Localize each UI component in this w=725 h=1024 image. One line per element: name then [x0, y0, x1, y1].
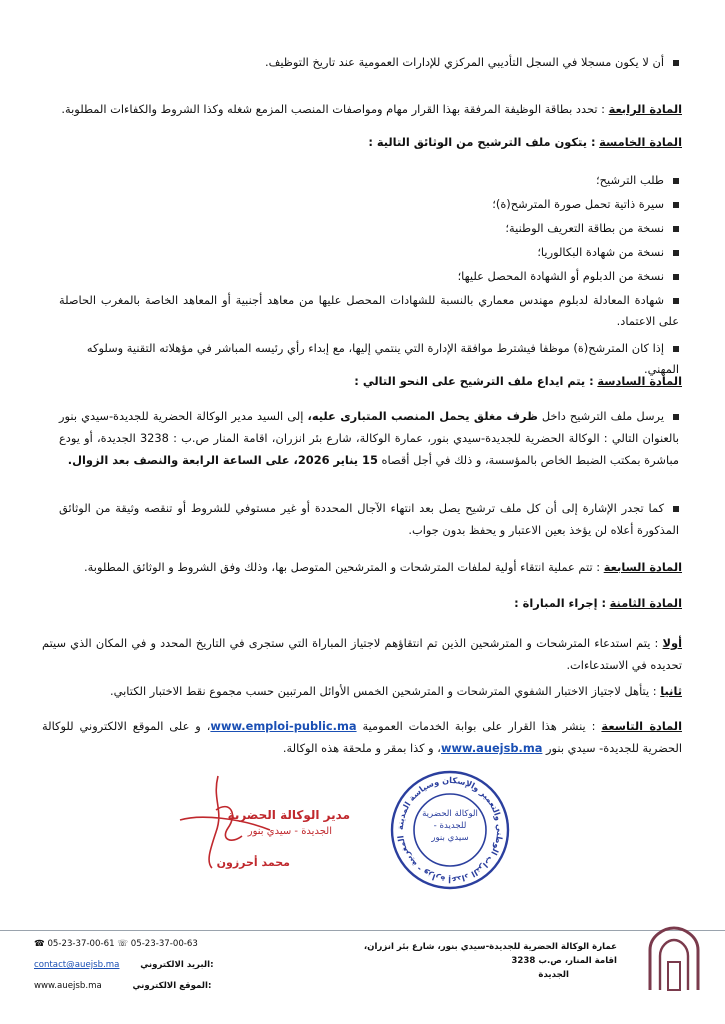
fax-icon: ☏	[117, 939, 129, 949]
footer-site-row	[34, 979, 284, 993]
footer-site-label: الموقع الالكتروني:	[132, 981, 212, 991]
article-4	[42, 100, 682, 119]
article-8-heading: المادة الثامنة	[609, 596, 682, 610]
footer-fax: 05-23-37-00-61	[47, 939, 115, 949]
signature-block	[120, 770, 350, 880]
article-8-intro: : إجراء المباراة :	[514, 596, 607, 610]
signature-title: مدير الوكالة الحضرية	[227, 808, 350, 822]
doc-item: نسخة من شهادة البكالوريا؛	[59, 242, 679, 263]
footer-contact	[34, 937, 284, 993]
article-8-second: ثانيا : يتأهل لاجتياز الاختبار الشفوي المترشحات و المترشحين الخمس الأوائل المرتبين حسب مجموع نقط الاختبار الكتابي.	[110, 684, 682, 698]
signature-name: محمد أحرزون	[216, 856, 290, 869]
article-7-heading: المادة السابعة	[603, 560, 682, 574]
sealed-envelope-text: ظرف مغلق يحمل المنصب المتبارى عليه،	[307, 409, 538, 423]
svg-text:المملكة المغربية - وزارة إعداد: المغربية - وزارة إعداد التراب الوطني والتعمير والإسكان وسياسة المدينة	[394, 774, 506, 886]
article-5-title	[42, 133, 682, 152]
auejsb-link[interactable]: www.auejsb.ma	[440, 741, 543, 755]
article-7	[42, 558, 682, 577]
stamp-line-1: الوكالة الحضرية	[422, 809, 478, 819]
bullet-square-icon	[673, 178, 679, 184]
article-9: المادة التاسعة : ينشر هذا القرار على بوابة الخدمات العمومية www.emploi-public.ma، و على الموقع الالكتروني للوكالة الحضرية للجديدة- سيدي بنور www.auejsb.ma، و كذا بمقر و ملحقة هذه الوكالة.	[42, 719, 682, 755]
bullet-square-icon	[673, 346, 679, 352]
footer-address-line-2: اقامة المنار، ص.ب 3238	[511, 956, 617, 966]
footer-email-row	[34, 958, 284, 972]
bullet-square-icon	[673, 274, 679, 280]
bullet-square-icon	[673, 250, 679, 256]
article-5-heading: المادة الخامسة	[599, 135, 682, 149]
signature-city: الجديدة - سيدي بنور	[247, 826, 332, 837]
emploi-public-link[interactable]: www.emploi-public.ma	[210, 719, 357, 733]
bullet-square-icon	[673, 506, 679, 512]
doc-item: إذا كان المترشح(ة) موظفا فيشترط موافقة الإدارة التي ينتمي إليها، مع إبداء رأي رئيسه المباشر في مؤهلاته التقنية وسلوكه المهني.	[86, 341, 679, 376]
footer-divider	[0, 930, 725, 931]
footer-logo	[644, 922, 704, 992]
article-6-intro: : يتم ايداع ملف الترشيح على النحو التالي :	[354, 374, 594, 388]
doc-item: شهادة المعادلة لدبلوم مهندس معماري بالنسبة للشهادات المحصل عليها من معاهد أجنبية أو المعاهد الخاصة بالمغرب الحاصلة على الاعتماد.	[59, 293, 679, 328]
doc-item: سيرة ذاتية تحمل صورة المترشح(ة)؛	[59, 194, 679, 215]
footer-email-link[interactable]: contact@auejsb.ma	[34, 960, 120, 970]
agency-logo-icon	[644, 922, 704, 992]
bullet-square-icon	[673, 226, 679, 232]
article-9-heading: المادة التاسعة	[601, 719, 682, 733]
late-file-paragraph: كما تجدر الإشارة إلى أن كل ملف ترشيح يصل بعد انتهاء الآجال المحددة أو غير مستوفي للشروط أو تنقصه وثيقة من الوثائق المذكورة أعلاه لن يؤخذ بعين الاعتبار و يحفظ بدون جواب.	[59, 501, 679, 537]
phone-icon: ☎	[34, 939, 45, 949]
footer-email-label: البريد الالكتروني:	[140, 960, 214, 970]
article-6-heading: المادة السادسة	[597, 374, 682, 388]
submission-paragraph: يرسل ملف الترشيح داخل ظرف مغلق يحمل المنصب المتبارى عليه، إلى السيد مدير الوكالة الحضرية للجديدة-سيدي بنور بالعنوان التالي : الوكالة الحضرية للجديدة-سيدي بنور، عمارة الوكالة، شارع بئر انزران، اقامة المنار ص.ب : 3238 الجديدة، أو يودع مباشرة بمكتب الضبط الخاص بالمؤسسة، و ذلك في أجل أقصاه 15 يناير 2026، على الساعة الرابعة والنصف بعد الزوال.	[59, 409, 679, 467]
second-label: ثانيا	[660, 684, 682, 698]
bullet-square-icon	[673, 414, 679, 420]
bullet-not-registered: أن لا يكون مسجلا في السجل التأديبي المركزي للإدارات العمومية عند تاريخ التوظيف.	[59, 52, 679, 73]
article-5-intro: : يتكون ملف الترشيح من الوثائق التالية :	[368, 135, 596, 149]
article-4-heading: المادة الرابعة	[608, 102, 682, 116]
doc-item: نسخة من الدبلوم أو الشهادة المحصل عليها؛	[59, 266, 679, 287]
footer-address-line-3: الجديدة	[538, 970, 569, 980]
doc-item: طلب الترشيح؛	[59, 170, 679, 191]
bullet-square-icon	[673, 298, 679, 304]
deadline-text: 15 يناير 2026، على الساعة الرابعة والنصف بعد الزوال.	[67, 453, 378, 467]
doc-item: نسخة من بطاقة التعريف الوطنية؛	[59, 218, 679, 239]
stamp-line-3: سيدي بنور	[431, 833, 469, 843]
bullet-square-icon	[673, 202, 679, 208]
first-label: أولا	[662, 636, 682, 650]
article-8-first: أولا : يتم استدعاء المترشحات و المترشحين الذين تم انتقاؤهم لاجتياز المباراة التي ستجرى في التاريخ المحدد و في المكان الذي سيتم تحديده في الاستدعاءات.	[42, 636, 682, 672]
official-stamp	[388, 768, 512, 892]
article-8-title	[42, 594, 682, 613]
article-6-title	[42, 372, 682, 391]
bullet-square-icon	[673, 60, 679, 66]
footer-address	[297, 940, 617, 982]
footer-phone: 05-23-37-00-63	[130, 939, 198, 949]
stamp-line-2: للجديدة -	[433, 821, 467, 831]
article-7-text: : تتم عملية انتقاء أولية لملفات المترشحات و المترشحين المتوصل بها، وذلك وفق الشروط و الوثائق المطلوبة.	[84, 560, 601, 574]
footer-site: www.auejsb.ma	[34, 981, 102, 991]
footer-address-line-1: عمارة الوكالة الحضرية للجديدة-سيدي بنور، شارع بئر انزران،	[363, 942, 617, 952]
article-4-text: : تحدد بطاقة الوظيفة المرفقة بهذا القرار مهام ومواصفات المنصب المزمع شغله وكذا الشروط والكفاءات المطلوبة.	[61, 102, 605, 116]
footer-phone-row	[34, 937, 284, 951]
